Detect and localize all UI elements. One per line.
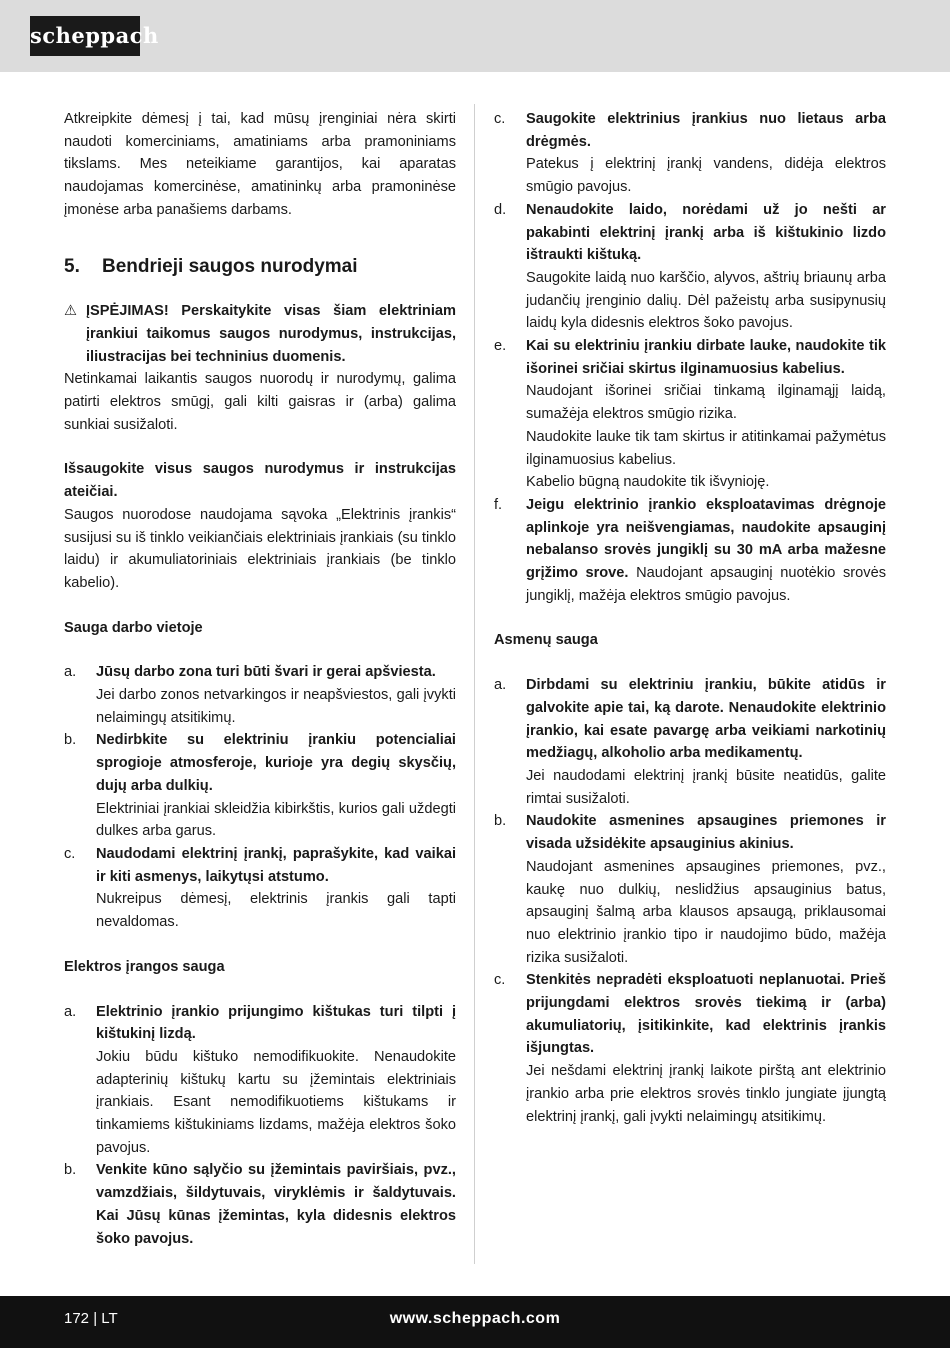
list-item-text: Jei darbo zonos netvarkingos ir neapšviestos, gali įvykti nelaimingų atsitikimų. [96,687,456,726]
list-item [494,674,886,810]
list-item-text: Jei nešdami elektrinį įrankį laikote pirštą ant elektrinio įrankio arba prie elektros srovės tinklo jungiate įjungtą elektrinį įrankį, gali įvykti nelaimingų atsitikimų. [526,1063,886,1125]
list-item [64,843,456,934]
list-item-heading: Dirbdami su elektriniu įrankiu, būkite atidūs ir galvokite apie tai, ką darote. Nenaudokite elektrinio įrankio, kai esate pavargę arba veikiami narkotinių medžiagų, alkoholio arba medikamentų. [526,677,886,762]
list-item-heading: Jūsų darbo zona turi būti švari ir gerai apšviesta. [96,664,436,681]
list-letter: c. [64,845,76,862]
left-column [64,108,456,1250]
list-item-heading: Elektrinio įrankio prijungimo kištukas turi tilpti į kištukinį lizdą. [96,1003,456,1043]
list-item-mixed [526,494,886,608]
list-item-heading: Nedirbkite su elektriniu įrankiu potencialiai sprogioje atmosferoje, kurioje yra degių skysčių, dujų arba dulkių. [96,732,456,794]
list-letter: a. [64,1003,77,1020]
list-item-text: Naudojant apsauginį nuotėkio srovės jungiklį, mažėja elektros smūgio pavojus. [526,565,886,604]
section-number: 5. [64,255,80,277]
list-letter: e. [494,338,507,355]
keep-instructions-heading: Išsaugokite visus saugos nurodymus ir instrukcijas ateičiai. [64,461,456,501]
page-footer [0,1296,950,1348]
warning-block [64,300,456,368]
scheppach-logo [30,16,159,56]
list-item-text: Jokiu būdu kištuko nemodifikuokite. Nenaudokite adapterinių kištukų kartu su įžemintais elektriniais įrankiais. Esant nemodifikuotiems kištukams ir tinkamiems kištukiniams lizdams, mažėja elektros šoko pavojus. [96,1048,456,1156]
list-letter: c. [494,972,506,989]
list-item [494,335,886,494]
list-item-heading: Naudokite asmenines apsaugines priemones ir visada užsidėkite apsauginius akinius. [526,813,886,853]
list-letter: b. [64,1162,77,1179]
intro-paragraph: Atkreipkite dėmesį į tai, kad mūsų įrenginiai nėra skirti naudoti komerciniams, amatiniams arba pramoniniams tikslams. Mes neteikiame garantijos, kai aparatas naudojamas komercinėse, amatininkų arba pramoninėse įmonėse arba panašiems darbams. [64,111,456,218]
right-column [494,108,886,1128]
list-letter: b. [64,732,77,749]
website-link[interactable]: www.scheppach.com [389,1310,561,1327]
list-letter: b. [494,813,507,830]
list-item [494,810,886,969]
list-item-text: Saugokite laidą nuo karščio, alyvos, aštrių briaunų arba judančių įrenginio dalių. Dėl pažeistų arba susipynusių laidų kyla didesnis elektros šoko pavojus. [526,269,886,332]
list-item [64,729,456,843]
list-item-text: Kabelio būgną naudokite tik išvynioję. [526,474,770,491]
section-title: Bendrieji saugos nurodymai [102,255,358,277]
list-item [494,494,886,608]
list-item [64,661,456,729]
list-item-text: Naudojant išorinei sričiai tinkamą ilginamąjį laidą, sumažėja elektros smūgio rizika. [526,383,886,423]
workplace-safety-title: Sauga darbo vietoje [64,619,203,636]
list-letter: a. [64,664,77,681]
list-item [494,969,886,1128]
list-item-heading: Venkite kūno sąlyčio su įžemintais paviršiais, pvz., vamzdžiais, šildytuvais, viryklėmis ir šaldytuvais. Kai Jūsų kūnas įžemintas, kyla didesnis elektros šoko pavojus. [96,1162,456,1247]
list-item-text: Patekus į elektrinį įrankį vandens, didėja elektros smūgio pavojus. [526,156,886,196]
list-item-text: Jei naudodami elektrinį įrankį būsite neatidūs, galite rimtai susižaloti. [526,767,886,807]
list-letter: d. [494,201,507,218]
list-letter: a. [494,677,507,694]
list-item-text: Naudojant asmenines apsaugines priemones, pvz., kaukę nuo dulkių, neslidžius apsauginius batus, apsauginį šalmą arba klausos apsaugą, priklausomai nuo elektrinio įrankio tipo ir naudojimo būdo, mažėja rizika susižaloti. [526,858,886,966]
list-item [494,108,886,199]
warning-triangle-icon: ⚠ [64,303,78,320]
list-item-text: Naudokite lauke tik tam skirtus ir atitinkamai pažymėtus ilginamuosius kabelius. [526,428,886,468]
list-item-heading: Kai su elektriniu įrankiu dirbate lauke, naudokite tik išorinei sričiai skirtus ilginamuosius kabelius. [526,338,886,377]
column-divider [474,104,475,1264]
keep-instructions-text: Saugos nuorodose naudojama sąvoka „Elektrinis įrankis“ susijusi su iš tinklo veikiančiais elektriniais įrankiais (su tinklo laidu) ir akumuliatoriniais elektriniais įrankiais (be tinklo kabelio). [64,506,456,591]
list-item [64,1001,456,1160]
list-item-heading: Saugokite elektrinius įrankius nuo lietaus arba drėgmės. [526,111,886,150]
section-heading [64,256,456,279]
page-number: 172 | LT [64,1310,118,1327]
warning-text: Netinkamai laikantis saugos nuorodų ir nurodymų, galima patirti elektros smūgį, gali kilti gaisras ir (arba) galima sunkiai susižaloti. [64,371,456,433]
list-letter: f. [494,496,503,513]
list-item [64,1159,456,1250]
list-item-text: Elektriniai įrankiai skleidžia kibirkštis, kurios gali uždegti dulkes arba garus. [96,800,456,840]
list-item-text: Nukreipus dėmesį, elektrinis įrankis gali tapti nevaldomas. [96,891,456,931]
list-item-heading: Stenkitės nepradėti eksploatuoti neplanuotai. Prieš prijungdami elektros srovės tiekimą ir (arba) akumuliatorių, įsitikinkite, kad elektrinis įrankis išjungtas. [526,972,886,1057]
list-item-heading: Jeigu elektrinio įrankio eksploatavimas drėgnoje aplinkoje yra neišvengiamas, naudokite apsauginį nebalanso srovės jungiklį su 30 mA arba mažesne grįžimo srove. [526,496,886,582]
list-letter: c. [494,111,506,127]
page-header [0,0,950,72]
list-item-heading: Naudodami elektrinį įrankį, paprašykite, kad vaikai ir kiti asmenys, laikytųsi atstumo. [96,845,456,885]
list-item [494,199,886,335]
electrical-safety-title: Elektros įrangos sauga [64,958,225,975]
logo-text: scheppach [30,23,159,48]
personal-safety-title: Asmenų sauga [494,632,598,649]
list-item-heading: Nenaudokite laido, norėdami už jo nešti ar pakabinti elektrinį įrankį arba iš kištukinio lizdo ištraukti kištuką. [526,201,886,264]
warning-heading: ĮSPĖJIMAS! Perskaitykite visas šiam elektriniam įrankiui taikomus saugos nurodymus, instrukcijas, iliustracijas bei techninius duomenis. [86,303,456,365]
